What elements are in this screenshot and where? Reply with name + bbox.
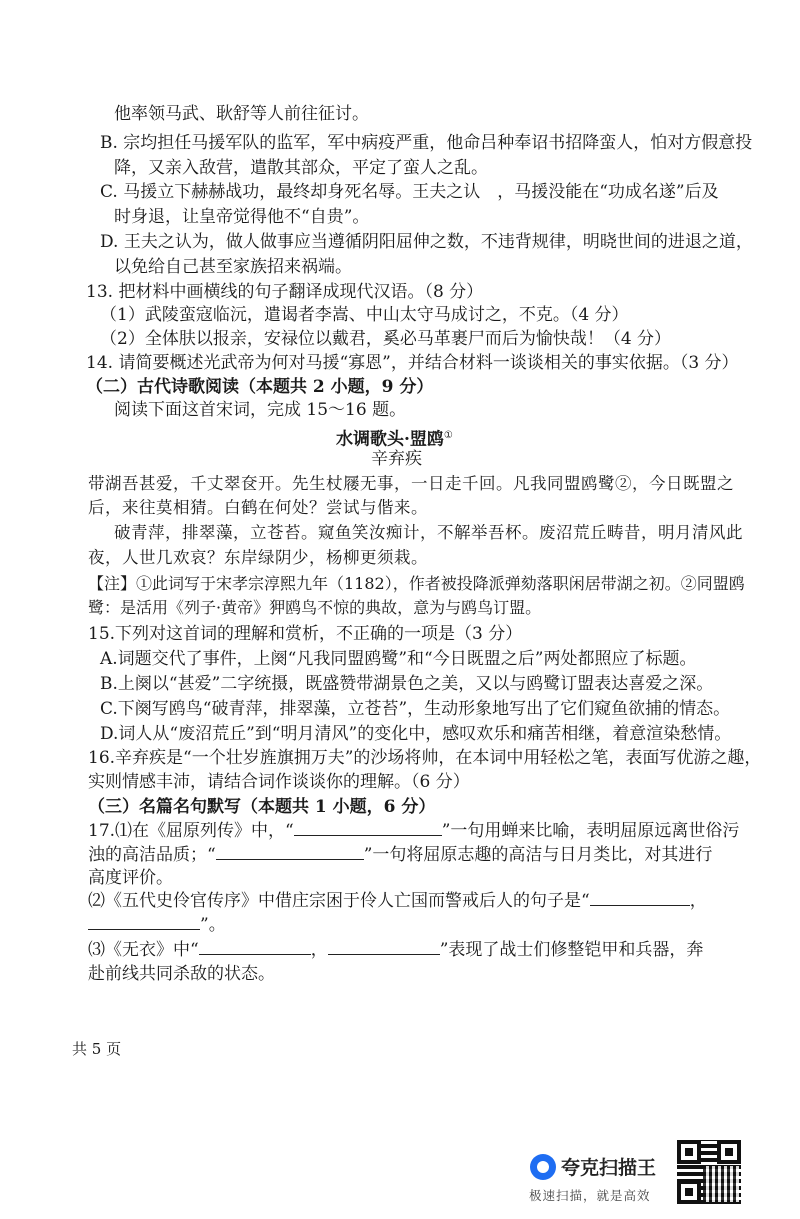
poem-author: 辛弃疾 bbox=[371, 449, 422, 469]
question-17-part1-line2 bbox=[88, 843, 712, 867]
question-15-option-b: B.上阕以“甚爱”二字统摄，既盛赞带湖景色之美，又以与鸥鹭订盟表达喜爱之深。 bbox=[100, 674, 714, 694]
poem-instruction: 阅读下面这首宋词，完成 15～16 题。 bbox=[114, 400, 407, 420]
q17-3-comma: ， bbox=[310, 940, 328, 960]
question-15-option-a: A.词题交代了事件，上阕“凡我同盟鸥鹭”和“今日既盟之后”两处都照应了标题。 bbox=[100, 649, 697, 669]
question-17-part1-line3: 高度评价。 bbox=[88, 868, 173, 888]
option-d-line2: 以免给自己甚至家族招来祸端。 bbox=[114, 257, 352, 277]
question-17-part1-line1 bbox=[88, 819, 739, 843]
qr-finder bbox=[677, 1140, 701, 1164]
qr-code-icon bbox=[677, 1140, 741, 1204]
question-13-part2: （2）全体肤以报亲，安禄位以戴君，奚必马革裹尸而后为愉快哉！（4 分） bbox=[100, 329, 672, 349]
q17-1b-suffix: ”一句将屈原志趣的高洁与日月类比，对其进行 bbox=[363, 845, 713, 865]
section-3-heading: （三）名篇名句默写（本题共 1 小题，6 分） bbox=[88, 797, 436, 817]
option-c-line2: 时身退，让皇帝觉得他不“自贵”。 bbox=[114, 207, 370, 227]
poem-title-footnote: ① bbox=[443, 430, 453, 441]
poem-line4: 夜，人世几欢哀？东岸绿阴少，杨柳更须栽。 bbox=[88, 548, 428, 567]
question-17-part3-line1 bbox=[88, 938, 703, 962]
question-13-part1: （1）武陵蛮寇临沅，遣谒者李嵩、中山太守马成讨之，不克。（4 分） bbox=[100, 305, 629, 325]
answer-blank[interactable] bbox=[216, 843, 364, 860]
answer-blank[interactable] bbox=[328, 938, 440, 955]
poem-line2: 后，来往莫相猜。白鹤在何处？尝试与偕来。 bbox=[88, 498, 428, 517]
answer-blank[interactable] bbox=[294, 819, 442, 836]
question-13: 13. 把材料中画横线的句子翻译成现代汉语。（8 分） bbox=[86, 282, 484, 302]
question-14: 14. 请简要概述光武帝为何对马援“寡恩”，并结合材料一谈谈相关的事实依据。（3 分） bbox=[86, 353, 739, 373]
answer-blank[interactable] bbox=[590, 889, 690, 906]
brand-slogan: 极速扫描，就是高效 bbox=[529, 1188, 651, 1203]
qr-pattern bbox=[703, 1166, 739, 1202]
section-2-heading: （二）古代诗歌阅读（本题共 2 小题，9 分） bbox=[86, 377, 434, 397]
poem-line3: 破青萍，排翠藻，立苍苔。窥鱼笑汝痴计，不解举吾杯。废沼荒丘畴昔，明月清风此 bbox=[114, 523, 743, 542]
qr-finder bbox=[677, 1180, 701, 1204]
answer-blank[interactable] bbox=[199, 938, 311, 955]
page-total: 共 5 页 bbox=[72, 1040, 122, 1058]
poem-note-line2: 鹭：是活用《列子·黄帝》狎鸥鸟不惊的典故，意为与鸥鸟订盟。 bbox=[88, 598, 542, 617]
option-a-continuation: 他率领马武、耿舒等人前往征讨。 bbox=[114, 104, 369, 124]
option-d-line1: D. 王夫之认为，做人做事应当遵循阴阳屈伸之数，不违背规律，明晓世间的进退之道， bbox=[100, 232, 753, 252]
poem-note-line1: 【注】①此词写于宋孝宗淳熙九年（1182），作者被投降派弹劾落职闲居带湖之初。②同盟鸥 bbox=[88, 574, 745, 593]
option-b-line1: B. 宗均担任马援军队的监军，军中病疫严重，他命吕种奉诏书招降蛮人，怕对方假意投 bbox=[100, 133, 753, 153]
q17-2-comma: ， bbox=[689, 891, 707, 911]
option-b-line2: 降，又亲入敌营，遣散其部众，平定了蛮人之乱。 bbox=[114, 158, 488, 178]
q17-2-prefix: ⑵《五代史伶官传序》中借庄宗困于伶人亡国而警戒后人的句子是“ bbox=[88, 891, 590, 911]
question-15-option-c: C.下阕写鸥鸟“破青萍，排翠藻，立苍苔”，生动形象地写出了它们窥鱼欲捕的情态。 bbox=[100, 699, 731, 719]
q17-3-prefix: ⑶《无衣》中“ bbox=[88, 940, 199, 960]
question-15-option-d: D.词人从“废沼荒丘”到“明月清风”的变化中，感叹欢乐和痛苦相继，着意渲染愁情。 bbox=[100, 724, 732, 744]
q17-3-suffix: ”表现了战士们修整铠甲和兵器，奔 bbox=[439, 940, 704, 960]
brand-name: 夸克扫描王 bbox=[561, 1157, 657, 1179]
question-16-line2: 实则情感丰沛，请结合词作谈谈你的理解。（6 分） bbox=[88, 772, 470, 792]
question-16-line1: 16.辛弃疾是“一个壮岁旌旗拥万夫”的沙场将帅，在本词中用轻松之笔，表面写优游之趣， bbox=[88, 748, 762, 768]
question-17-part2-line2 bbox=[88, 913, 226, 937]
qr-finder bbox=[717, 1140, 741, 1164]
quark-logo-icon bbox=[530, 1154, 556, 1180]
q17-1-prefix: 17.⑴在《屈原列传》中，“ bbox=[88, 821, 294, 841]
poem-line1: 带湖吾甚爱，千丈翠奁开。先生杖屦无事，一日走千回。凡我同盟鸥鹭②，今日既盟之 bbox=[88, 474, 734, 493]
scanner-watermark bbox=[523, 1147, 673, 1207]
question-17-part3-line2: 赴前线共同杀敌的状态。 bbox=[88, 964, 275, 984]
q17-1-suffix: ”一句用蝉来比喻，表明屈原远离世俗污 bbox=[441, 821, 740, 841]
poem-title-text: 水调歌头·盟鸥 bbox=[336, 429, 444, 450]
answer-blank[interactable] bbox=[88, 913, 200, 930]
question-15: 15.下列对这首词的理解和赏析，不正确的一项是（3 分） bbox=[88, 624, 523, 644]
option-c-line1: C. 马援立下赫赫战功，最终却身死名辱。王夫之认 ，马援没能在“功成名遂”后及 bbox=[100, 182, 719, 202]
q17-2-suffix: ”。 bbox=[200, 915, 226, 935]
q17-1b-prefix: 浊的高洁品质；“ bbox=[88, 845, 216, 865]
question-17-part2-line1 bbox=[88, 889, 707, 913]
